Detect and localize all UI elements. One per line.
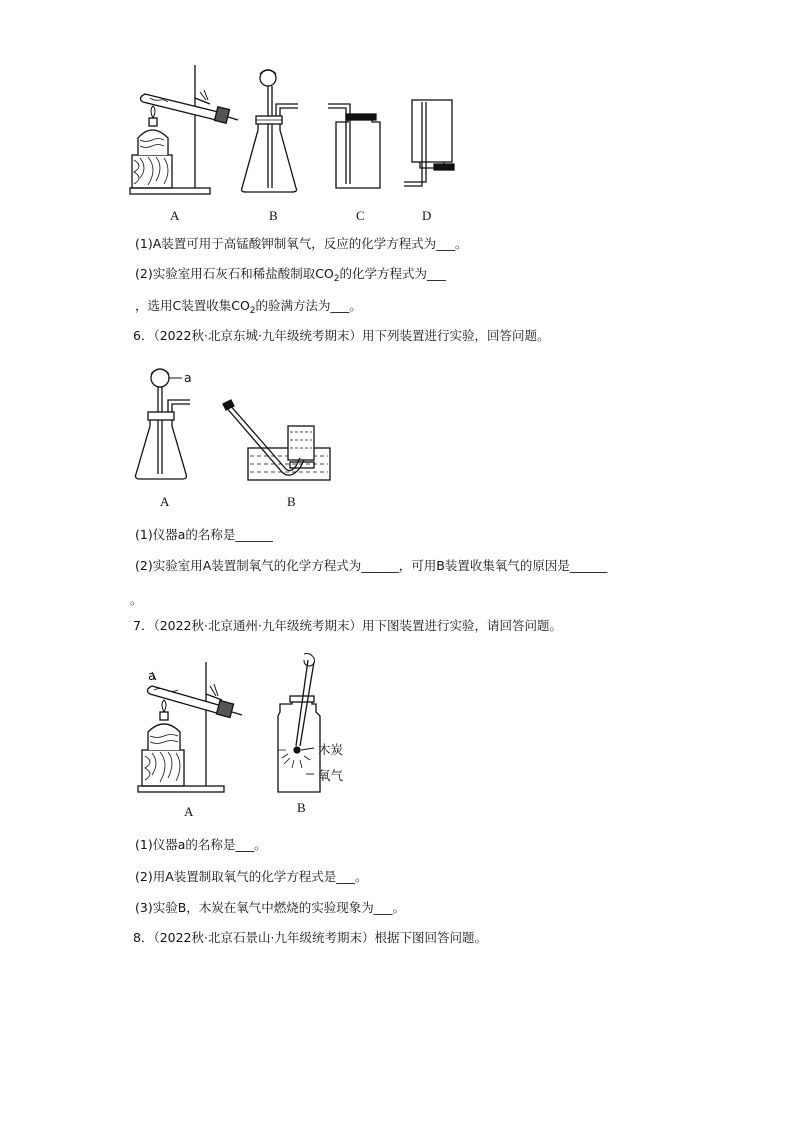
q6-figure [130, 360, 330, 490]
q5-label-d: D [422, 208, 432, 223]
q5-label-b: B [269, 208, 278, 223]
q6-subquestion-1: (1)仪器a的名称是______ [135, 527, 273, 542]
q5-sub2-text-a: (2)实验室用石灰石和稀盐酸制取CO [135, 266, 334, 281]
q7-callout-charcoal: 木炭 [318, 742, 344, 757]
q5-sub2b-text-a: ，选用C装置收集CO [135, 298, 250, 313]
q5-apparatus-c [328, 104, 380, 188]
q8-stem: 8．（2022秋·北京石景山·九年级统考期末）根据下图回答问题。 [133, 930, 487, 945]
q7-apparatus-b [278, 654, 320, 793]
q6-label-b: B [287, 494, 296, 509]
q7-callout-oxygen: 氧气 [318, 768, 344, 783]
q6-apparatus-b [223, 400, 330, 480]
q6-label-a: A [160, 494, 170, 509]
q6-stem: 6．（2022秋·北京东城·九年级统考期末）用下列装置进行实验，回答问题。 [133, 328, 550, 343]
q7-label-a: A [184, 804, 194, 819]
q7-instrument-letter: a [148, 668, 156, 683]
q5-apparatus-a [130, 65, 238, 194]
q7-stem: 7．（2022秋·北京通州·九年级统考期末）用下图装置进行实验，请回答问题。 [133, 618, 562, 633]
q5-subquestion-2 [135, 266, 446, 282]
q5-sub2-text-b: 的化学方程式为___ [339, 266, 446, 281]
q5-label-c: C [356, 208, 365, 223]
co2-subscript: 2 [249, 306, 256, 316]
co2-subscript: 2 [333, 274, 340, 284]
q7-subquestion-1: (1)仪器a的名称是___。 [135, 837, 267, 852]
q7-subquestion-3: (3)实验B，木炭在氧气中燃烧的实验现象为___。 [135, 900, 406, 915]
q5-apparatus-d [404, 100, 454, 186]
q7-subquestion-2: (2)用A装置制取氧气的化学方程式是___。 [135, 869, 368, 884]
q5-apparatus-b [242, 70, 299, 192]
q5-figure [120, 60, 460, 230]
q5-subquestion-1: (1)A装置可用于高锰酸钾制氧气，反应的化学方程式为___。 [135, 236, 468, 251]
q6-subquestion-2-end: 。 [130, 592, 143, 607]
q6-apparatus-a [136, 369, 191, 479]
q5-label-a: A [170, 208, 180, 223]
q5-sub2b-text-b: 的验满方法为___。 [255, 298, 362, 313]
q5-subquestion-2b [135, 298, 362, 314]
q7-label-b: B [297, 800, 306, 815]
q6-instrument-letter: a [184, 370, 192, 385]
q6-subquestion-2: (2)实验室用A装置制氧气的化学方程式为______，可用B装置收集氧气的原因是______ [135, 558, 608, 573]
